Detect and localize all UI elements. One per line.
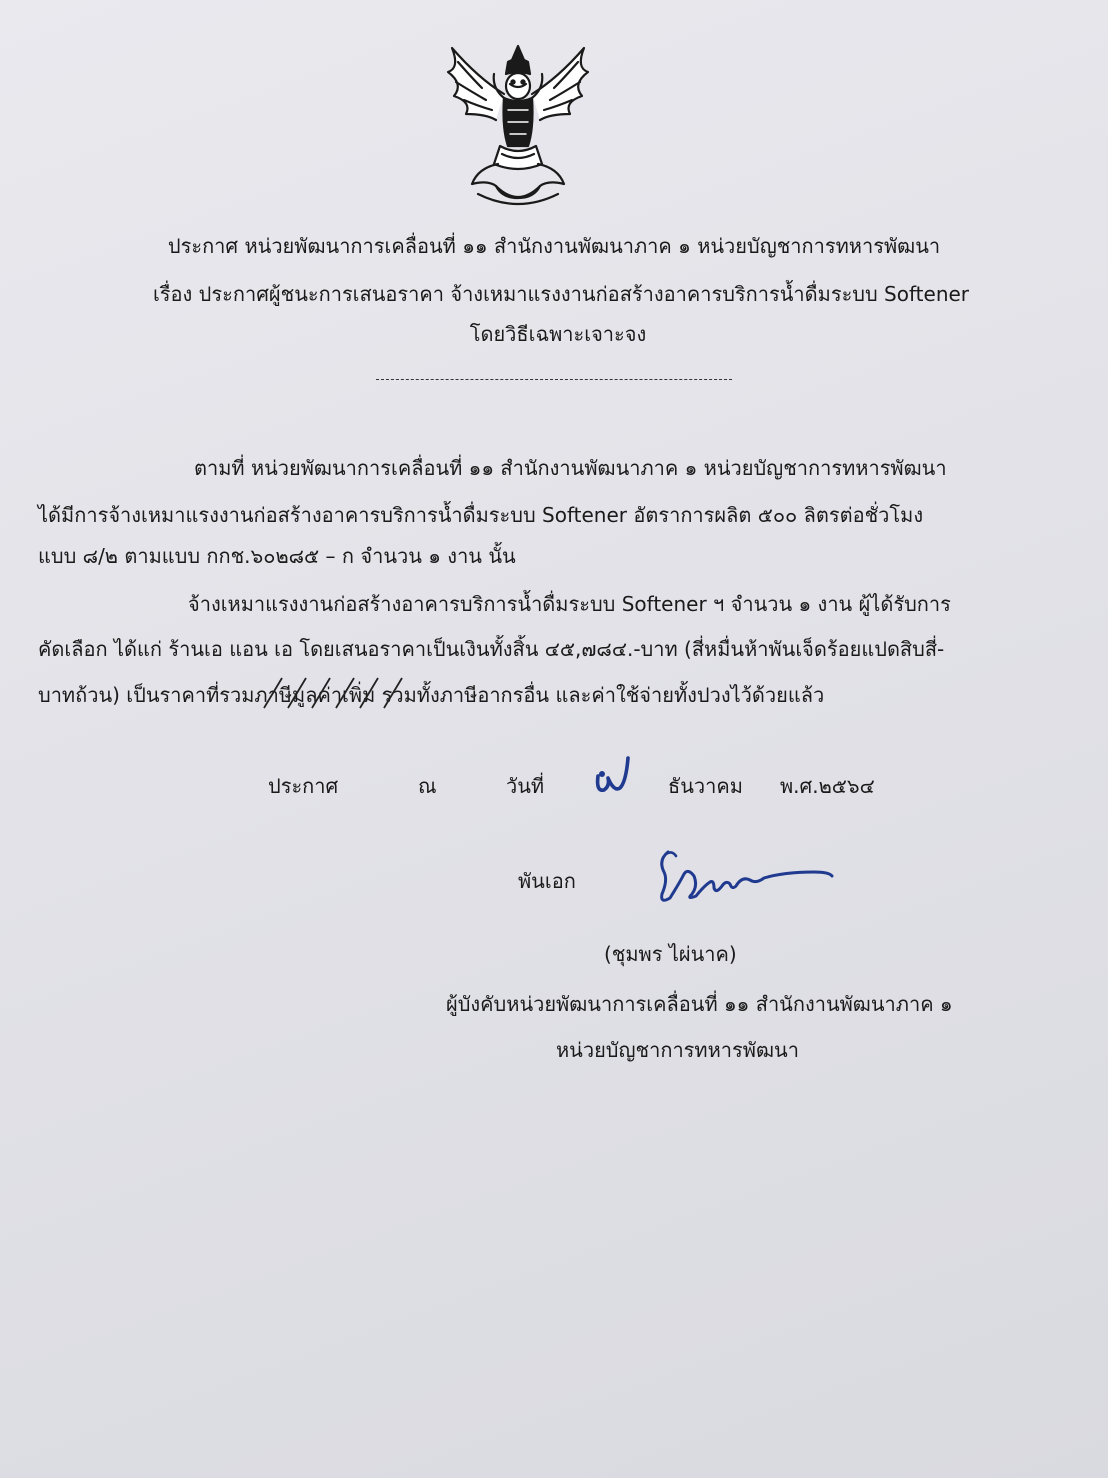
handwritten-strike-marks bbox=[258, 672, 418, 712]
handwritten-day-number bbox=[590, 752, 640, 798]
paragraph2-line2: คัดเลือก ได้แก่ ร้านเอ แอน เอ โดยเสนอราคาเป็นเงินทั้งสิ้น ๔๕,๗๘๔.-บาท (สี่หมื่นห้าพันเจ็ดร้อยแปดสิบสี่- bbox=[38, 637, 945, 661]
announcement-title-line1: ประกาศ หน่วยพัฒนาการเคลื่อนที่ ๑๑ สำนักงานพัฒนาภาค ๑ หน่วยบัญชาการทหารพัฒนา bbox=[167, 234, 941, 258]
date-month: ธันวาคม bbox=[668, 774, 743, 798]
signer-position-line1: ผู้บังคับหน่วยพัฒนาการเคลื่อนที่ ๑๑ สำนักงานพัฒนาภาค ๑ bbox=[446, 992, 953, 1016]
date-at-label: ณ bbox=[418, 774, 437, 798]
signer-rank: พันเอก bbox=[518, 869, 576, 893]
garuda-emblem bbox=[438, 38, 598, 208]
handwritten-signature bbox=[654, 846, 844, 916]
announcement-method-line: โดยวิธีเฉพาะเจาะจง bbox=[469, 322, 647, 346]
paragraph1-line1: ตามที่ หน่วยพัฒนาการเคลื่อนที่ ๑๑ สำนักงานพัฒนาภาค ๑ หน่วยบัญชาการทหารพัฒนา bbox=[194, 456, 947, 480]
date-day-label: วันที่ bbox=[506, 774, 545, 798]
paragraph1-line2: ได้มีการจ้างเหมาแรงงานก่อสร้างอาคารบริการน้ำดื่มระบบ Softener อัตราการผลิต ๕๐๐ ลิตรต่อชั่วโมง bbox=[38, 503, 924, 527]
paragraph1-line3: แบบ ๘/๒ ตามแบบ กกช.๖๐๒๘๕ – ก จำนวน ๑ งาน นั้น bbox=[38, 544, 516, 568]
date-announce-label: ประกาศ bbox=[268, 774, 339, 798]
paragraph2-line3: บาทถ้วน) เป็นราคาที่รวมภาษีมูลค่าเพิ่ม รวมทั้งภาษีอากรอื่น และค่าใช้จ่ายทั้งปวงไว้ด้วยแล้ว bbox=[38, 683, 825, 707]
signer-position-line2: หน่วยบัญชาการทหารพัฒนา bbox=[556, 1038, 799, 1062]
paragraph2-line1: จ้างเหมาแรงงานก่อสร้างอาคารบริการน้ำดื่มระบบ Softener ฯ จำนวน ๑ งาน ผู้ได้รับการ bbox=[188, 592, 951, 616]
signer-name: (ชุมพร ไผ่นาค) bbox=[604, 942, 737, 966]
announcement-subject-line: เรื่อง ประกาศผู้ชนะการเสนอราคา จ้างเหมาแรงงานก่อสร้างอาคารบริการน้ำดื่มระบบ Softener bbox=[152, 282, 970, 306]
separator-line bbox=[376, 379, 732, 380]
date-year: พ.ศ.๒๕๖๔ bbox=[780, 774, 875, 798]
